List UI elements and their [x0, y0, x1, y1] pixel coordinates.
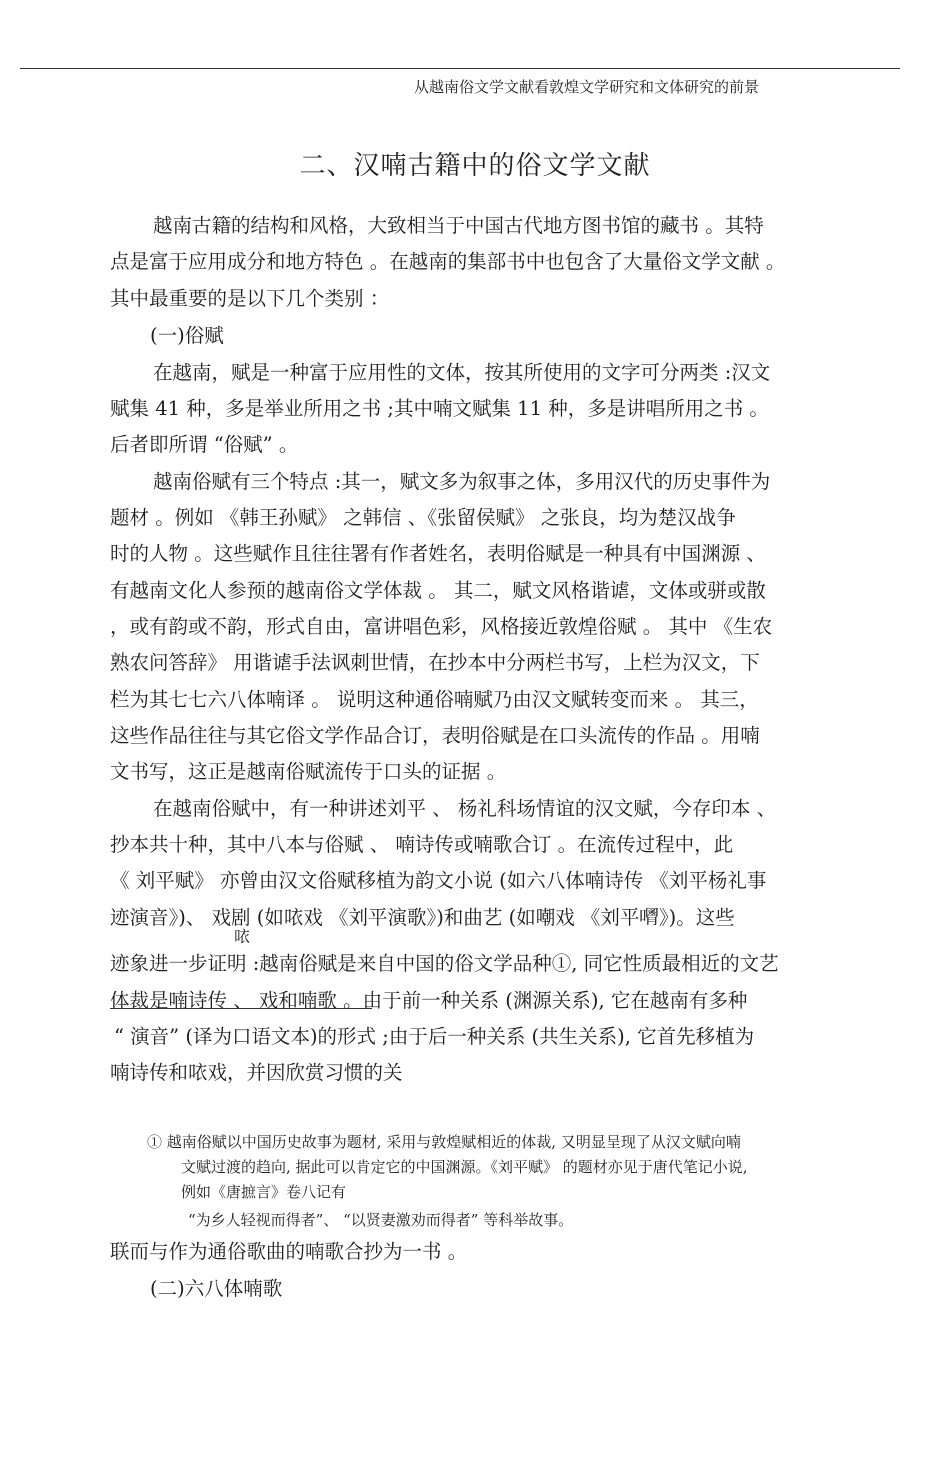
body-line: 熟农问答辞》 用谐谑手法讽刺世情，在抄本中分两栏书写，上栏为汉文，下: [110, 651, 760, 674]
body-line: 有越南文化人参预的越南俗文学体裁 。 其二，赋文风格谐谑，文体或骈或散: [110, 579, 766, 602]
body-line: 迹演音》)、 戏剧 (如𠲖戏 《刘平演歌》)和曲艺 (如嘲戏 《刘平𠿥》)。这些: [110, 906, 735, 929]
subheading-fu: (一)俗赋: [150, 324, 224, 347]
body-line: 点是富于应用成分和地方特色 。在越南的集部书中也包含了大量俗文学文献 。: [110, 250, 786, 273]
body-line: 后者即所谓 “俗赋” 。: [110, 433, 299, 456]
body-line: 这些作品往往与其它俗文学作品合订，表明俗赋是在口头流传的作品 。用喃: [110, 724, 760, 747]
body-line: 《 刘平赋》 亦曾由汉文俗赋移植为韵文小说 (如六八体喃诗传 《刘平杨礼事: [110, 869, 767, 892]
footnote-line: ① 越南俗赋以中国历史故事为题材, 采用与敦煌赋相近的体裁, 又明显呈现了从汉文赋向喃: [147, 1133, 741, 1151]
running-head: 从越南俗文学文献看敦煌文学研究和文体研究的前景: [414, 78, 760, 96]
footnote-line: 例如《唐摭言》卷八记有: [181, 1183, 347, 1201]
body-line: “ 演音” (译为口语文本)的形式 ;由于后一种关系 (共生关系), 它首先移植为: [114, 1025, 755, 1048]
body-line: 题材 。例如 《韩王孙赋》 之韩信 、《张留侯赋》 之张良，均为楚汉战争: [110, 506, 736, 529]
body-line: ，或有韵或不韵，形式自由，富讲唱色彩，风格接近敦煌俗赋 。 其中 《生农: [110, 615, 773, 638]
body-line: 文书写，这正是越南俗赋流传于口头的证据 。: [110, 760, 507, 783]
stray-glyph: 𠲖: [234, 927, 251, 946]
body-line: 栏为其七七六八体喃译 。 说明这种通俗喃赋乃由汉文赋转变而来 。 其三，: [110, 688, 759, 711]
body-line: 越南俗赋有三个特点 :其一，赋文多为叙事之体，多用汉代的历史事件为: [153, 470, 771, 493]
body-line: 联而与作为通俗歌曲的喃歌合抄为一书 。: [110, 1240, 468, 1263]
subheading-liuba: (二)六八体喃歌: [150, 1277, 283, 1300]
body-line: 越南古籍的结构和风格，大致相当于中国古代地方图书馆的藏书 。其特: [153, 214, 764, 237]
footnote-line: 文赋过渡的趋向, 据此可以肯定它的中国渊源。《刘平赋》 的题材亦见于唐代笔记小说,: [181, 1158, 748, 1176]
strikethrough-mark: [110, 1008, 372, 1009]
body-line: 喃诗传和𠲖戏，并因欣赏习惯的关: [110, 1061, 403, 1084]
body-line: 在越南俗赋中，有一种讲述刘平 、 杨礼科场情谊的汉文赋，今存印本 、: [153, 797, 777, 820]
section-title: 二、汉喃古籍中的俗文学文献: [299, 151, 651, 181]
header-rule: [20, 68, 900, 69]
body-line: 迹象进一步证明 :越南俗赋是来自中国的俗文学品种①, 同它性质最相近的文艺: [110, 952, 779, 975]
footnote-line: “为乡人轻视而得者”、 “以贤妻激劝而得者” 等科举故事。: [188, 1211, 574, 1229]
body-line: 抄本共十种，其中八本与俗赋 、 喃诗传或喃歌合订 。在流传过程中，此: [110, 833, 734, 856]
body-line: 赋集 41 种，多是举业所用之书 ;其中喃文赋集 11 种，多是讲唱所用之书 。: [110, 397, 769, 420]
body-line: 其中最重要的是以下几个类别 ：: [110, 287, 390, 310]
body-line: 体裁是喃诗传 、 戏和喃歌 。由于前一种关系 (渊源关系), 它在越南有多种: [110, 989, 748, 1012]
body-line: 在越南，赋是一种富于应用性的文体，按其所使用的文字可分两类 :汉文: [153, 361, 771, 384]
body-line: 时的人物 。这些赋作且往往署有作者姓名，表明俗赋是一种具有中国渊源 、: [110, 542, 766, 565]
